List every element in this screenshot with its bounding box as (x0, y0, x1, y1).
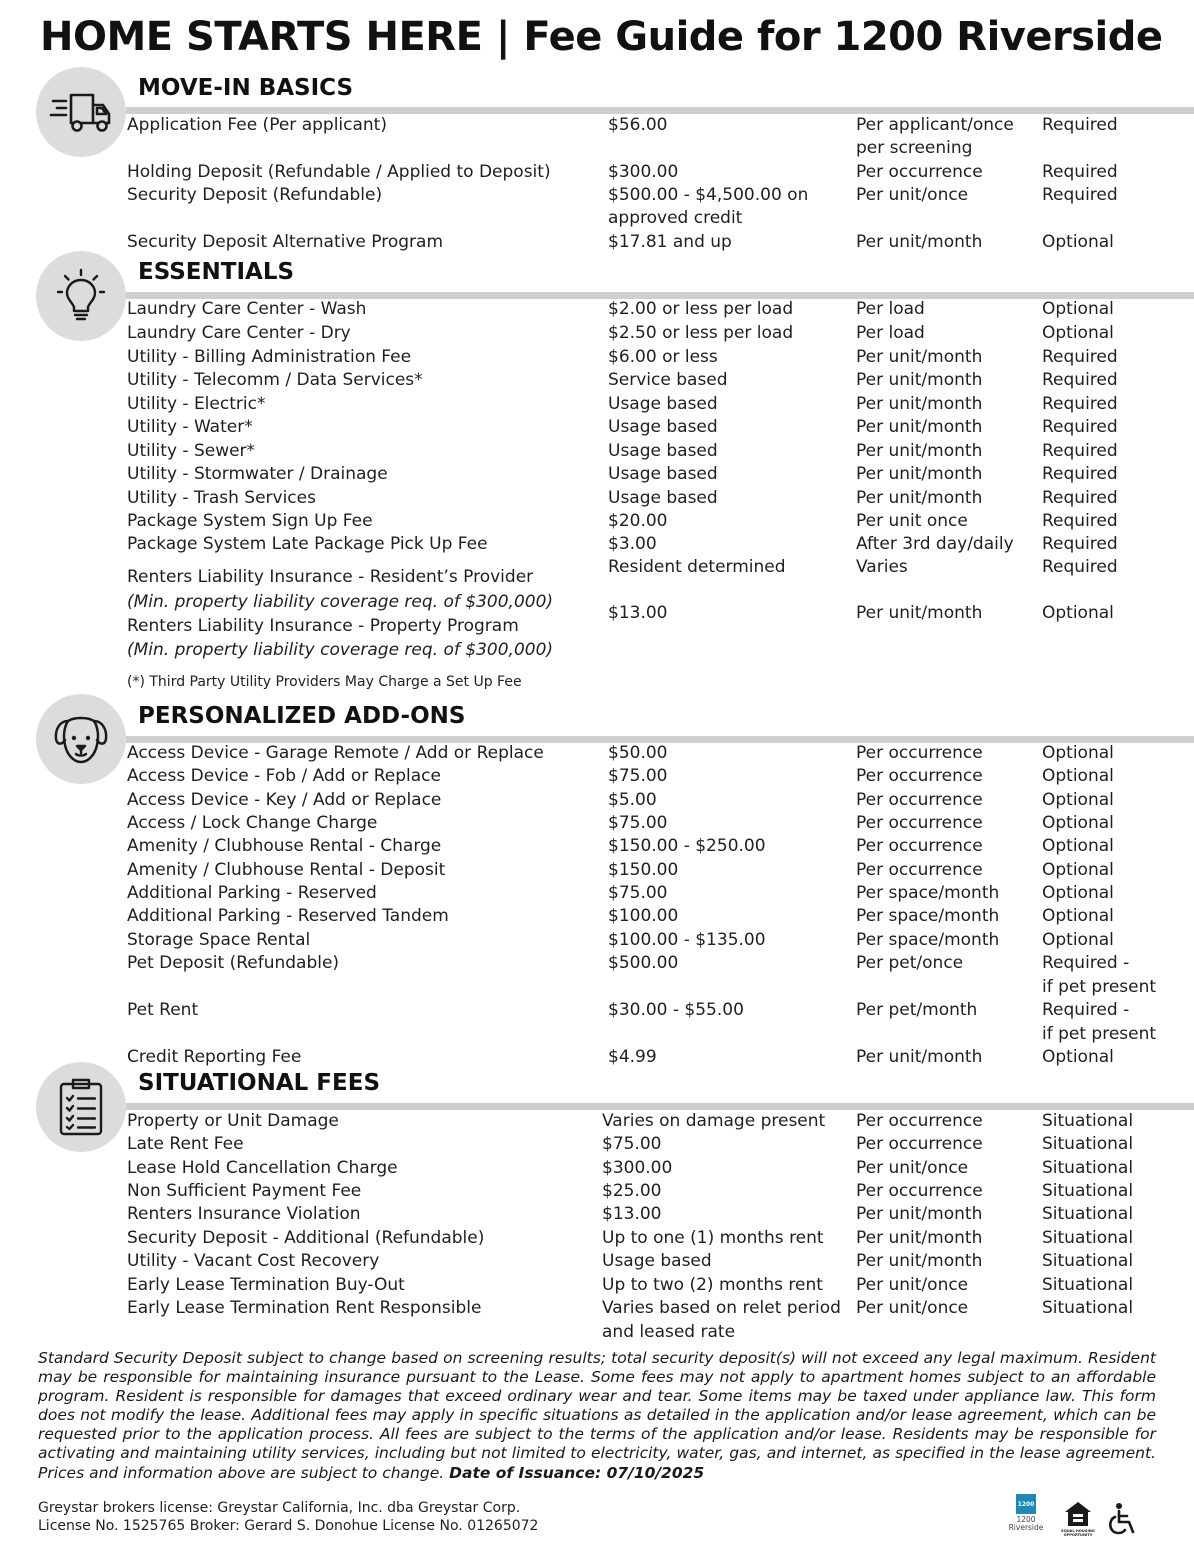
fee-amount: $150.00 (608, 860, 679, 880)
table-row (0, 416, 1194, 440)
fee-amount: $75.00 (608, 766, 668, 786)
fee-frequency: Per unit/month (856, 488, 983, 508)
fee-frequency: per screening (856, 138, 973, 158)
table-row (0, 999, 1194, 1023)
section-divider (126, 1103, 1194, 1110)
equal-housing-opportunity-icon (1060, 1500, 1096, 1540)
fee-frequency: Per space/month (856, 883, 1000, 903)
fee-frequency: Per unit/month (856, 1251, 983, 1271)
fee-amount: $30.00 - $55.00 (608, 1000, 744, 1020)
table-row (0, 1133, 1194, 1157)
fee-name: Early Lease Termination Buy-Out (127, 1275, 405, 1295)
fee-type: Situational (1042, 1158, 1134, 1178)
fee-type: Situational (1042, 1275, 1134, 1295)
table-row-continuation (0, 1321, 1194, 1345)
page-title: HOME STARTS HERE | Fee Guide for 1200 Riverside (40, 14, 1163, 60)
fee-name: Access Device - Garage Remote / Add or Replace (127, 743, 544, 763)
fee-type: Required - (1042, 1000, 1130, 1020)
disclaimer-text (38, 1349, 1156, 1483)
table-row-continuation (0, 976, 1194, 1000)
fee-type: Required (1042, 115, 1118, 135)
fee-name: Pet Deposit (Refundable) (127, 953, 340, 973)
table-row (0, 1046, 1194, 1070)
fee-name: Access Device - Key / Add or Replace (127, 790, 442, 810)
table-row (0, 161, 1194, 185)
fee-name: Renters Insurance Violation (127, 1204, 361, 1224)
fee-type: Optional (1042, 813, 1114, 833)
fee-type: Required (1042, 488, 1118, 508)
fee-name: Utility - Water* (127, 417, 253, 437)
table-row (0, 322, 1194, 346)
fee-type: Optional (1042, 299, 1114, 319)
fee-frequency: Per unit/month (856, 441, 983, 461)
fee-type: Required (1042, 185, 1118, 205)
fee-type: Optional (1042, 836, 1114, 856)
table-row (0, 1227, 1194, 1251)
table-row (0, 789, 1194, 813)
fee-type: Optional (1042, 323, 1114, 343)
fee-frequency: Per load (856, 323, 925, 343)
fee-name: Amenity / Clubhouse Rental - Deposit (127, 860, 446, 880)
property-logo-number-mark: 1200 (1017, 1500, 1035, 1508)
table-row (0, 510, 1194, 534)
table-row (0, 533, 1194, 557)
fee-amount: approved credit (608, 208, 743, 228)
fee-type: Required (1042, 441, 1118, 461)
fee-name: Utility - Stormwater / Drainage (127, 464, 388, 484)
fee-amount: $17.81 and up (608, 232, 732, 252)
fee-name: Laundry Care Center - Dry (127, 323, 351, 343)
fee-name: Utility - Trash Services (127, 488, 316, 508)
fee-amount: Up to one (1) months rent (602, 1228, 824, 1248)
fee-frequency: Per occurrence (856, 813, 983, 833)
table-row (0, 369, 1194, 393)
fee-type: Optional (1042, 603, 1114, 623)
fee-amount: $2.50 or less per load (608, 323, 794, 343)
fee-amount: Usage based (608, 417, 718, 437)
fee-frequency: Per occurrence (856, 1111, 983, 1131)
table-row (0, 812, 1194, 836)
fee-frequency: Per space/month (856, 906, 1000, 926)
fee-type: Situational (1042, 1111, 1134, 1131)
fee-type: Optional (1042, 1047, 1114, 1067)
fee-amount: $75.00 (602, 1134, 662, 1154)
fee-type: Situational (1042, 1181, 1134, 1201)
fee-frequency: Per unit/once (856, 1298, 969, 1318)
fee-frequency: Per unit/month (856, 394, 983, 414)
property-logo-mark (1016, 1494, 1036, 1514)
table-row (0, 114, 1194, 138)
fee-name: Security Deposit Alternative Program (127, 232, 444, 252)
fee-note: (Min. property liability coverage req. of $300,000) (127, 640, 554, 660)
fee-amount: Resident determined (608, 557, 786, 577)
fee-type: Optional (1042, 930, 1114, 950)
fee-amount: $500.00 - $4,500.00 on (608, 185, 809, 205)
fee-type: Required (1042, 394, 1118, 414)
fee-amount: $150.00 - $250.00 (608, 836, 766, 856)
table-row (0, 1297, 1194, 1321)
table-row (0, 1203, 1194, 1227)
fee-type: Optional (1042, 232, 1114, 252)
fee-frequency: Per pet/month (856, 1000, 978, 1020)
fee-name: Access / Lock Change Charge (127, 813, 378, 833)
table-row (0, 231, 1194, 255)
fee-frequency: Per unit/month (856, 603, 983, 623)
fee-frequency: Per occurrence (856, 1134, 983, 1154)
fee-name: Pet Rent (127, 1000, 199, 1020)
fee-frequency: Per unit/month (856, 1228, 983, 1248)
fee-name: Utility - Vacant Cost Recovery (127, 1251, 380, 1271)
fee-frequency: After 3rd day/daily (856, 534, 1014, 554)
fee-frequency: Per unit/month (856, 464, 983, 484)
fee-name: Application Fee (Per applicant) (127, 115, 387, 135)
fee-type: Optional (1042, 743, 1114, 763)
fee-amount: $4.99 (608, 1047, 657, 1067)
fee-frequency: Per space/month (856, 930, 1000, 950)
property-logo-name: Riverside (1008, 1523, 1044, 1532)
fee-name: Lease Hold Cancellation Charge (127, 1158, 398, 1178)
fee-amount: Usage based (602, 1251, 712, 1271)
fee-amount: $100.00 (608, 906, 679, 926)
utility-footnote: (*) Third Party Utility Providers May Charge a Set Up Fee (127, 674, 522, 690)
fee-type: Required - (1042, 953, 1130, 973)
fee-frequency: Varies (856, 557, 908, 577)
table-row (0, 1110, 1194, 1134)
fee-frequency: Per unit/month (856, 370, 983, 390)
fee-name: Renters Liability Insurance - Property Program (127, 616, 519, 636)
fee-frequency: Per unit once (856, 511, 968, 531)
fee-amount: $2.00 or less per load (608, 299, 794, 319)
fee-type: Situational (1042, 1228, 1134, 1248)
fee-name: Utility - Electric* (127, 394, 266, 414)
fee-frequency: Per unit/month (856, 1047, 983, 1067)
fee-name: Package System Sign Up Fee (127, 511, 373, 531)
table-row (0, 905, 1194, 929)
fee-frequency: Per occurrence (856, 790, 983, 810)
fee-frequency: Per occurrence (856, 836, 983, 856)
fee-name: Holding Deposit (Refundable / Applied to Deposit) (127, 162, 551, 182)
fee-frequency: Per applicant/once (856, 115, 1014, 135)
table-row-continuation (0, 1023, 1194, 1047)
fee-name: Property or Unit Damage (127, 1111, 339, 1131)
fee-name: Security Deposit (Refundable) (127, 185, 383, 205)
fee-amount: $300.00 (608, 162, 679, 182)
table-row (0, 556, 1194, 587)
fee-amount: Usage based (608, 441, 718, 461)
fee-amount: $75.00 (608, 813, 668, 833)
fee-name: Additional Parking - Reserved Tandem (127, 906, 449, 926)
fee-type: Required (1042, 464, 1118, 484)
fee-name: Utility - Billing Administration Fee (127, 347, 412, 367)
table-row (0, 1157, 1194, 1181)
fee-name: Credit Reporting Fee (127, 1047, 302, 1067)
table-row (0, 1274, 1194, 1298)
section-title-essentials: ESSENTIALS (138, 259, 295, 285)
fee-type: Optional (1042, 906, 1114, 926)
fee-frequency: Per unit/month (856, 1204, 983, 1224)
table-row (0, 859, 1194, 883)
table-row (0, 184, 1194, 208)
fee-frequency: Per unit/once (856, 185, 969, 205)
table-row (0, 602, 1194, 636)
fee-amount: $300.00 (602, 1158, 673, 1178)
fee-amount: $56.00 (608, 115, 668, 135)
fee-frequency: Per unit/month (856, 417, 983, 437)
property-logo-text (1004, 1516, 1048, 1532)
fee-frequency: Per unit/month (856, 347, 983, 367)
fee-type: Optional (1042, 860, 1114, 880)
fee-name: Renters Liability Insurance - Resident’s Provider (127, 567, 534, 587)
fee-frequency: Per occurrence (856, 162, 983, 182)
equal-housing-label: EQUAL HOUSING OPPORTUNITY (1061, 1529, 1095, 1537)
fee-name: Security Deposit - Additional (Refundable) (127, 1228, 485, 1248)
fee-name: Early Lease Termination Rent Responsible (127, 1298, 482, 1318)
fee-amount: $6.00 or less (608, 347, 718, 367)
table-row-continuation (0, 639, 1194, 663)
fee-amount: Usage based (608, 394, 718, 414)
fee-frequency: Per unit/once (856, 1275, 969, 1295)
fee-amount: Usage based (608, 488, 718, 508)
fee-amount: $5.00 (608, 790, 657, 810)
fee-name: Utility - Sewer* (127, 441, 256, 461)
fee-type: if pet present (1042, 1024, 1157, 1044)
fee-name: Additional Parking - Reserved (127, 883, 377, 903)
table-row (0, 835, 1194, 859)
fee-amount: $13.00 (602, 1204, 662, 1224)
section-divider (126, 107, 1194, 114)
fee-amount: Varies on damage present (602, 1111, 826, 1131)
fee-name: Storage Space Rental (127, 930, 311, 950)
fee-type: Required (1042, 557, 1118, 577)
table-row-continuation (0, 207, 1194, 231)
fee-amount: $13.00 (608, 603, 668, 623)
fee-amount: Usage based (608, 464, 718, 484)
fee-amount: $500.00 (608, 953, 679, 973)
table-row (0, 1180, 1194, 1204)
section-title-move-in: MOVE-IN BASICS (138, 75, 354, 101)
fee-type: Optional (1042, 883, 1114, 903)
fee-type: Situational (1042, 1204, 1134, 1224)
fee-name: Laundry Care Center - Wash (127, 299, 367, 319)
fee-type: Optional (1042, 790, 1114, 810)
fee-frequency: Per pet/once (856, 953, 964, 973)
fee-frequency: Per unit/month (856, 232, 983, 252)
table-row (0, 393, 1194, 417)
table-row (0, 765, 1194, 789)
date-of-issuance: Date of Issuance: 07/10/2025 (449, 1463, 705, 1482)
property-logo-number: 1200 (1016, 1515, 1036, 1524)
fee-frequency: Per occurrence (856, 766, 983, 786)
fee-type: Situational (1042, 1298, 1134, 1318)
broker-license-line-1: Greystar brokers license: Greystar California, Inc. dba Greystar Corp. (38, 1500, 521, 1516)
fee-name: Non Sufficient Payment Fee (127, 1181, 362, 1201)
table-row (0, 440, 1194, 464)
fee-name: Amenity / Clubhouse Rental - Charge (127, 836, 442, 856)
fee-amount: Up to two (2) months rent (602, 1275, 823, 1295)
fee-name: Late Rent Fee (127, 1134, 244, 1154)
fee-amount: $50.00 (608, 743, 668, 763)
broker-license-line-2: License No. 1525765 Broker: Gerard S. Donohue License No. 01265072 (38, 1518, 539, 1534)
fee-frequency: Per occurrence (856, 1181, 983, 1201)
fee-amount: $25.00 (602, 1181, 662, 1201)
fee-frequency: Per load (856, 299, 925, 319)
fee-type: Required (1042, 417, 1118, 437)
table-row (0, 929, 1194, 953)
fee-amount: $100.00 - $135.00 (608, 930, 766, 950)
fee-frequency: Per occurrence (856, 860, 983, 880)
fee-type: Required (1042, 162, 1118, 182)
section-title-addons: PERSONALIZED ADD-ONS (138, 703, 466, 729)
fee-amount: $20.00 (608, 511, 668, 531)
fee-type: if pet present (1042, 977, 1157, 997)
fee-amount: Service based (608, 370, 728, 390)
fee-note: (Min. property liability coverage req. of $300,000) (127, 592, 554, 612)
table-row-continuation (0, 137, 1194, 161)
table-row (0, 882, 1194, 906)
table-row (0, 487, 1194, 511)
table-row (0, 742, 1194, 766)
fee-amount: and leased rate (602, 1322, 736, 1342)
property-logo (1004, 1494, 1048, 1540)
fee-type: Required (1042, 534, 1118, 554)
fee-type: Situational (1042, 1134, 1134, 1154)
fee-amount: $3.00 (608, 534, 657, 554)
fee-frequency: Per unit/once (856, 1158, 969, 1178)
fee-frequency: Per occurrence (856, 743, 983, 763)
table-row (0, 463, 1194, 487)
table-row (0, 298, 1194, 322)
fee-name: Package System Late Package Pick Up Fee (127, 534, 488, 554)
table-row (0, 952, 1194, 976)
fee-type: Required (1042, 511, 1118, 531)
wheelchair-accessibility-icon (1106, 1502, 1138, 1538)
fee-amount: $75.00 (608, 883, 668, 903)
fee-type: Required (1042, 370, 1118, 390)
disclaimer-body: Standard Security Deposit subject to change based on screening results; total security deposit(s) will not exceed any legal maximum. Resident may be responsible for maintaining insurance pursuant to the Lease. Some fees may not apply to apartment homes subject to an affordable program. Resident is responsible for damages that exceed ordinary wear and tear. Some items may be taxed under appliance law. This form does not modify the lease. Additional fees may apply in specific situations as detailed in the application and/or lease agreement, which can be requested prior to the application process. All fees are subject to the terms of the application and/or lease. Residents may be responsible for activating and maintaining utility services, including but not limited to electricity, water, gas, and internet, as specified in the lease agreement. Prices and information above are subject to change. (38, 1349, 1156, 1482)
fee-type: Required (1042, 347, 1118, 367)
table-row (0, 346, 1194, 370)
fee-amount: Varies based on relet period (602, 1298, 841, 1318)
fee-name: Utility - Telecomm / Data Services* (127, 370, 423, 390)
table-row (0, 1250, 1194, 1274)
fee-type: Situational (1042, 1251, 1134, 1271)
fee-type: Optional (1042, 766, 1114, 786)
section-title-situational: SITUATIONAL FEES (138, 1070, 381, 1096)
fee-name: Access Device - Fob / Add or Replace (127, 766, 441, 786)
